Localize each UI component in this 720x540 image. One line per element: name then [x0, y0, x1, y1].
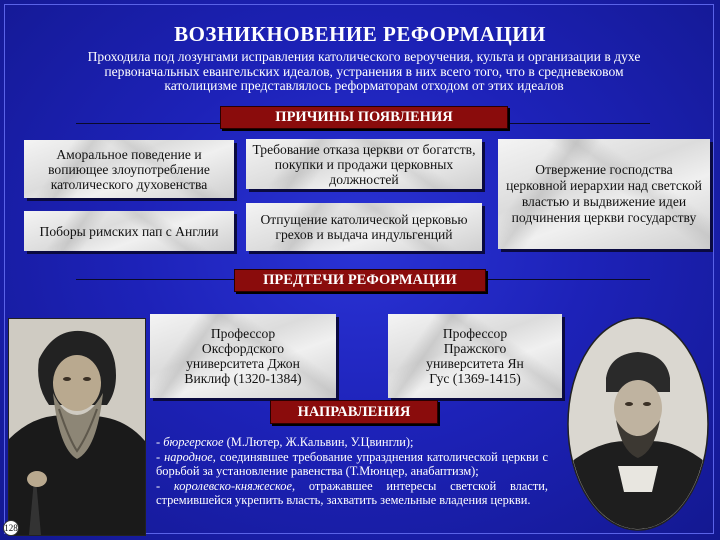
divider-line — [76, 123, 226, 124]
intro-line: первоначальных евангельских идеалов, устранения в них всего того, что в средневековом — [104, 63, 624, 79]
list-item: - королевско-княжеское, отражавшее интересы светской власти, стремившейся укрепить власть, захватить земельные владения церкви. — [156, 478, 548, 508]
intro-line: католицизме представлялось реформаторам отходом от этих идеалов — [164, 78, 564, 93]
cause-box: Отвержение господства церковной иерархии над светской властью и выдвижение идеи подчинения церкви государству — [498, 139, 710, 249]
precursors-heading: ПРЕДТЕЧИ РЕФОРМАЦИИ — [234, 269, 486, 292]
direction-text: , отражавшее интересы светской власти, стремившейся укрепить власть, захватить земельные владения церкви. — [156, 478, 548, 508]
cause-box: Аморальное поведение и вопиющее злоупотребление католического духовенства — [24, 140, 234, 198]
directions-heading: НАПРАВЛЕНИЯ — [270, 400, 438, 424]
divider-line — [500, 123, 650, 124]
portrait-hus — [566, 316, 710, 534]
cause-box: Отпущение католической церковью грехов и выдача индульгенций — [246, 203, 482, 251]
direction-name: народное — [164, 449, 213, 464]
direction-name: королевско-княжеское — [173, 478, 292, 493]
precursor-hus: Профессор Пражского университета Ян Гус (1369-1415) — [388, 314, 562, 398]
divider-line — [76, 279, 236, 280]
direction-text: (М.Лютер, Ж.Кальвин, У.Цвингли); — [226, 435, 414, 449]
intro-line: Проходила под лозунгами исправления католического вероучения, культа и организации в духе — [87, 49, 641, 64]
list-item: - народное, соединявшее требование упразднения католической церкви с борьбой за установление равенства (Т.Мюнцер, анабаптизм); — [156, 449, 548, 479]
direction-name: бюргерское — [163, 435, 224, 449]
portrait-hus-image — [566, 316, 710, 534]
page-title: ВОЗНИКНОВЕНИЕ РЕФОРМАЦИИ — [174, 22, 546, 46]
portrait-wycliffe — [8, 318, 146, 536]
precursor-wycliffe: Профессор Оксфордского университета Джон Виклиф (1320-1384) — [150, 314, 336, 398]
page-number-badge: 128 — [3, 520, 19, 536]
cause-box: Требование отказа церкви от богатств, покупки и продажи церковных должностей — [246, 139, 482, 189]
intro-text — [34, 50, 694, 94]
cause-box: Поборы римских пап с Англии — [24, 211, 234, 251]
causes-heading: ПРИЧИНЫ ПОЯВЛЕНИЯ — [220, 106, 508, 129]
direction-text: , соединявшее требование упразднения католической церкви с борьбой за установление равенства (Т.Мюнцер, анабаптизм); — [156, 449, 548, 479]
list-item: - бюргерское (М.Лютер, Ж.Кальвин, У.Цвингли); — [156, 435, 414, 449]
directions-list — [156, 435, 548, 508]
portrait-wycliffe-image — [9, 319, 145, 535]
divider-line — [480, 279, 650, 280]
